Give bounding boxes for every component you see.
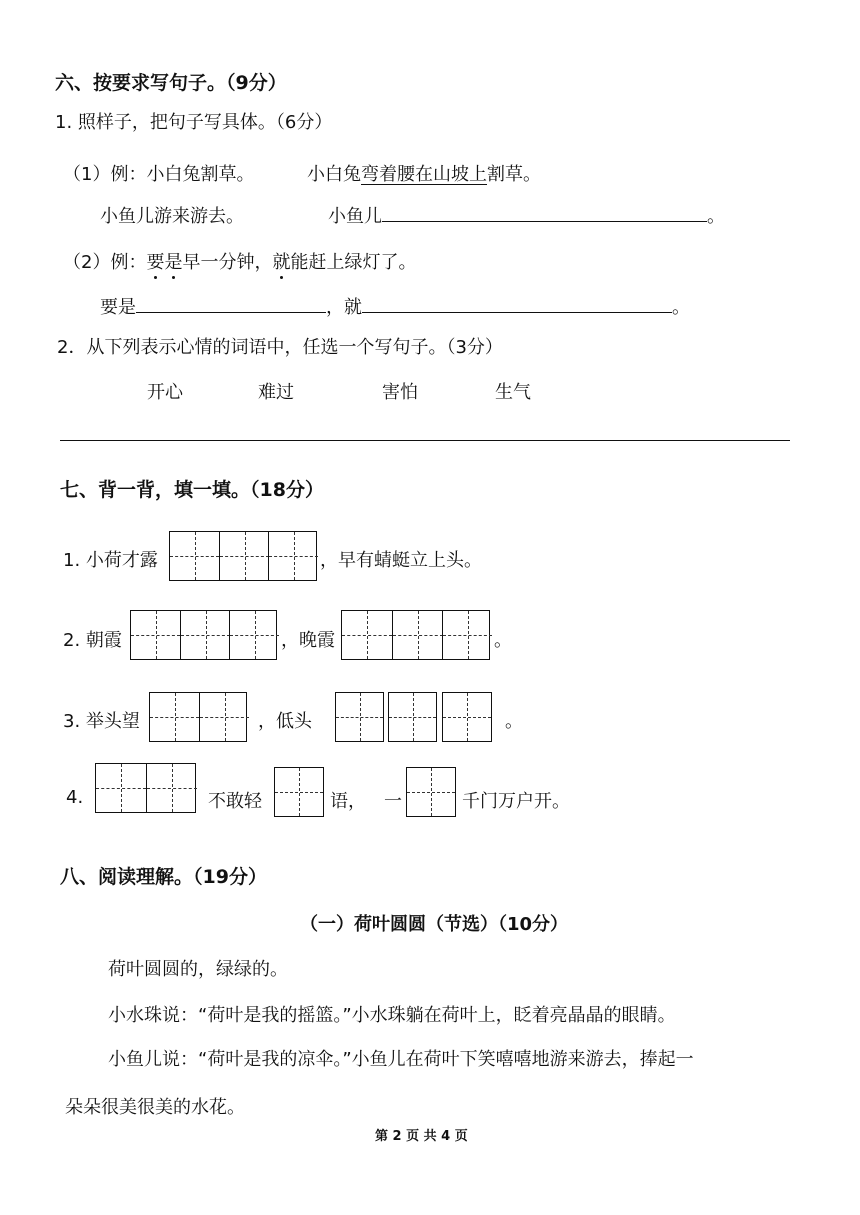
fill-2-end: 。	[672, 297, 690, 318]
section-7-title: 七、背一背，填一填。（18分）	[60, 479, 324, 501]
poem-3-boxes-a[interactable]	[149, 692, 247, 742]
example-1-original: （1）例：小白兔割草。	[63, 164, 255, 185]
poem-4-text-b: 语，	[330, 791, 366, 812]
poem-3-prefix: 3. 举头望	[63, 711, 140, 732]
poem-1-boxes[interactable]	[169, 531, 317, 581]
example-2-emphasis-yao: 要	[146, 252, 165, 273]
poem-2-middle: ，晚霞	[281, 630, 335, 651]
fill-2-blank-1[interactable]	[136, 294, 326, 313]
reading-paragraph-3-line-2: 朵朵很美很美的水花。	[65, 1097, 245, 1118]
poem-2-boxes-a[interactable]	[130, 610, 277, 660]
mood-word-2: 难过	[258, 382, 294, 403]
fill-1-blank[interactable]	[382, 203, 707, 222]
poem-4-text-d: 千门万户开。	[462, 791, 570, 812]
mood-word-3: 害怕	[382, 382, 418, 403]
fill-1-end: 。	[707, 206, 725, 227]
example-1-expanded	[307, 160, 541, 186]
poem-4-boxes-a[interactable]	[95, 763, 196, 813]
poem-4-box-c[interactable]	[406, 767, 456, 817]
fill-2-line	[100, 293, 690, 319]
poem-3-middle: ，低头	[258, 711, 312, 732]
fill-2-middle: ，就	[326, 297, 362, 318]
fill-2-blank-2[interactable]	[362, 294, 672, 313]
example-2	[63, 248, 416, 274]
poem-1-suffix: ，早有蜻蜓立上头。	[320, 550, 482, 571]
section-8-title: 八、阅读理解。（19分）	[60, 866, 267, 888]
fill-1-prefix: 小鱼儿	[328, 206, 382, 227]
poem-3-end: 。	[505, 711, 523, 732]
poem-4-text-a: 不敢轻	[208, 791, 262, 812]
question-2: 2．从下列表示心情的词语中，任选一个写句子。（3分）	[57, 337, 503, 358]
poem-3-box-1[interactable]	[335, 692, 384, 742]
example-2-emphasis-jiu: 就	[272, 252, 291, 273]
example-1-subject: 小白兔	[307, 164, 361, 185]
example-2-emphasis-shi: 是	[164, 252, 183, 273]
poem-3-box-3[interactable]	[442, 692, 492, 742]
fill-1-line	[328, 202, 725, 228]
section-6-title: 六、按要求写句子。（9分）	[55, 72, 287, 94]
mood-word-4: 生气	[495, 382, 531, 403]
fill-1-original: 小鱼儿游来游去。	[100, 206, 244, 227]
poem-4-text-c: 一	[384, 791, 402, 812]
reading-paragraph-1: 荷叶圆圆的，绿绿的。	[108, 959, 288, 980]
poem-4-box-b[interactable]	[274, 767, 324, 817]
example-1-underlined-phrase: 弯着腰在山坡上	[361, 164, 487, 185]
reading-paragraph-2: 小水珠说：“荷叶是我的摇篮。”小水珠躺在荷叶上，眨着亮晶晶的眼睛。	[108, 1005, 676, 1026]
mood-word-1: 开心	[147, 382, 183, 403]
poem-4-number: 4.	[66, 787, 84, 808]
question-1: 1. 照样子，把句子写具体。（6分）	[55, 112, 333, 133]
example-2-middle: 早一分钟，	[182, 252, 273, 273]
example-2-label: （2）例：	[63, 252, 147, 273]
poem-1-prefix: 1. 小荷才露	[63, 550, 158, 571]
reading-paragraph-3-line-1: 小鱼儿说：“荷叶是我的凉伞。”小鱼儿在荷叶下笑嘻嘻地游来游去，捧起一	[108, 1049, 694, 1070]
poem-2-end: 。	[494, 630, 512, 651]
answer-line[interactable]	[60, 440, 790, 441]
fill-2-prefix: 要是	[100, 297, 136, 318]
example-1-predicate: 割草。	[487, 164, 541, 185]
example-2-end: 能赶上绿灯了。	[290, 252, 417, 273]
page-footer: 第 2 页 共 4 页	[375, 1129, 468, 1144]
poem-2-prefix: 2. 朝霞	[63, 630, 122, 651]
poem-2-boxes-b[interactable]	[341, 610, 490, 660]
reading-subtitle: （一）荷叶圆圆（节选）（10分）	[300, 914, 569, 935]
poem-3-box-2[interactable]	[388, 692, 437, 742]
